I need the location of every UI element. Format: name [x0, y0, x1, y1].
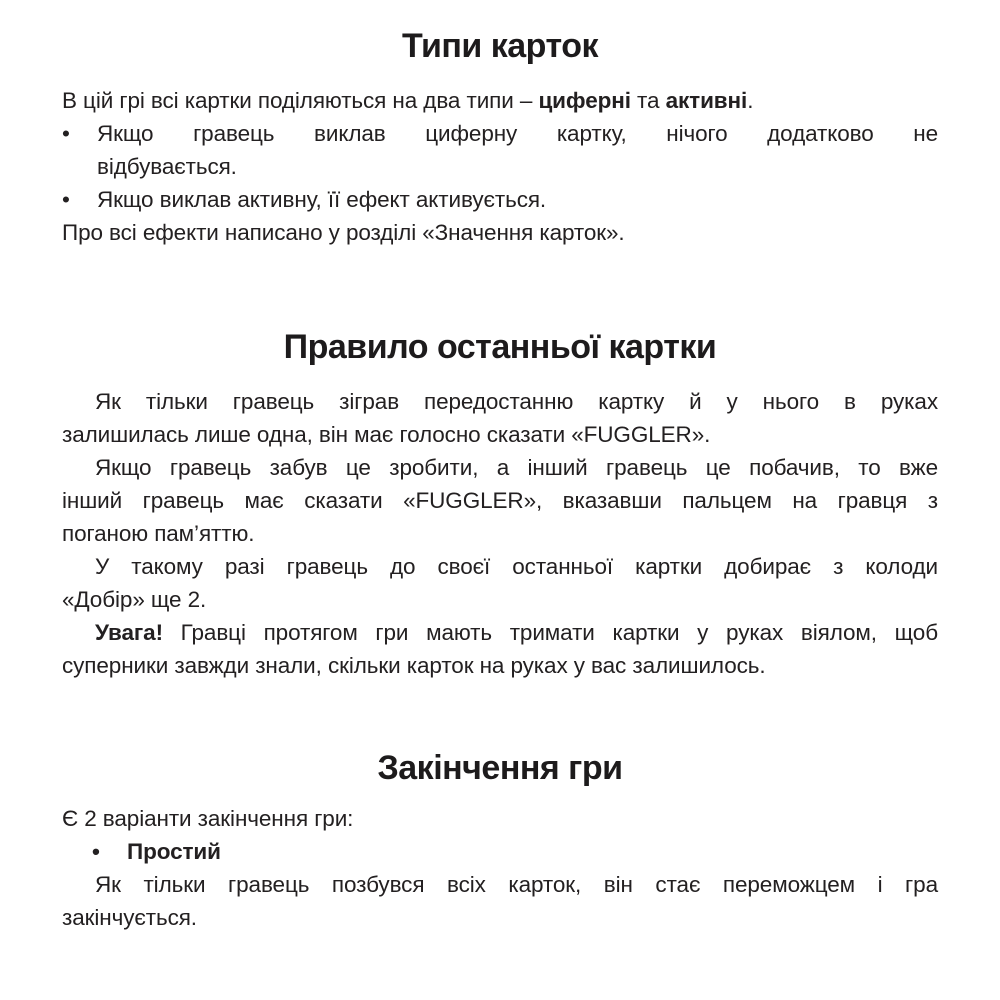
- warning-paragraph: [62, 616, 938, 682]
- list-item: [62, 835, 938, 868]
- paragraph: [62, 385, 938, 451]
- intro-bold-numeric: циферні: [538, 88, 631, 113]
- bullet-line: Якщо виклав активну, її ефект активується.: [97, 187, 547, 212]
- bullet-icon: •: [62, 187, 70, 212]
- bullet-icon: •: [62, 121, 70, 146]
- bullet-line: відбувається.: [97, 154, 237, 179]
- intro-bold-active: активні: [665, 88, 748, 113]
- bullet-text: [97, 117, 938, 183]
- list-item: [62, 183, 938, 216]
- list-item: [62, 117, 938, 183]
- paragraph-line: закінчується.: [62, 905, 197, 930]
- intro-mid: та: [630, 88, 666, 113]
- card-types-note: Про всі ефекти написано у розділі «Значення карток».: [62, 220, 625, 245]
- game-end-intro: Є 2 варіанти закінчення гри:: [62, 806, 354, 831]
- intro-prefix: В цій грі всі картки поділяються на два типи –: [62, 88, 539, 113]
- paragraph: [62, 868, 938, 934]
- paragraph-line: Якщо гравець забув це зробити, а інший гравець це побачив, то вже: [95, 455, 938, 480]
- warning-line: [62, 616, 938, 649]
- paragraph-line: поганою пам’яттю.: [62, 521, 255, 546]
- bullet-text: [127, 835, 938, 868]
- paragraph-line: Як тільки гравець зіграв передостанню картку й у нього в руках: [95, 389, 938, 414]
- warning-text: Гравці протягом гри мають тримати картки у руках віялом, щоб: [162, 620, 938, 645]
- section-title-last-card-rule: Правило останньої картки: [283, 328, 717, 366]
- variant-name: Простий: [127, 839, 221, 864]
- paragraph-line: інший гравець має сказати «FUGGLER», вказавши пальцем на гравця з: [62, 488, 938, 513]
- paragraph-line: Як тільки гравець позбувся всіх карток, він стає переможцем і гра: [95, 872, 938, 897]
- intro-suffix: .: [747, 88, 754, 113]
- warning-label: Увага!: [95, 620, 163, 645]
- warning-line: суперники завжди знали, скільки карток на руках у вас залишилось.: [62, 653, 766, 678]
- card-types-intro: [62, 84, 938, 117]
- bullet-text: [97, 183, 938, 216]
- paragraph: [62, 451, 938, 550]
- bullet-line: Якщо гравець виклав циферну картку, нічого додатково не: [97, 121, 938, 146]
- bullet-icon: •: [92, 839, 100, 864]
- paragraph-line: У такому разі гравець до своєї останньої картки добирає з колоди: [95, 554, 938, 579]
- paragraph: [62, 550, 938, 616]
- paragraph-line: залишилась лише одна, він має голосно сказати «FUGGLER».: [62, 422, 711, 447]
- section-title-game-end: Закінчення гри: [377, 749, 623, 787]
- paragraph-line: «Добір» ще 2.: [62, 587, 207, 612]
- section-title-card-types: Типи карток: [402, 27, 598, 65]
